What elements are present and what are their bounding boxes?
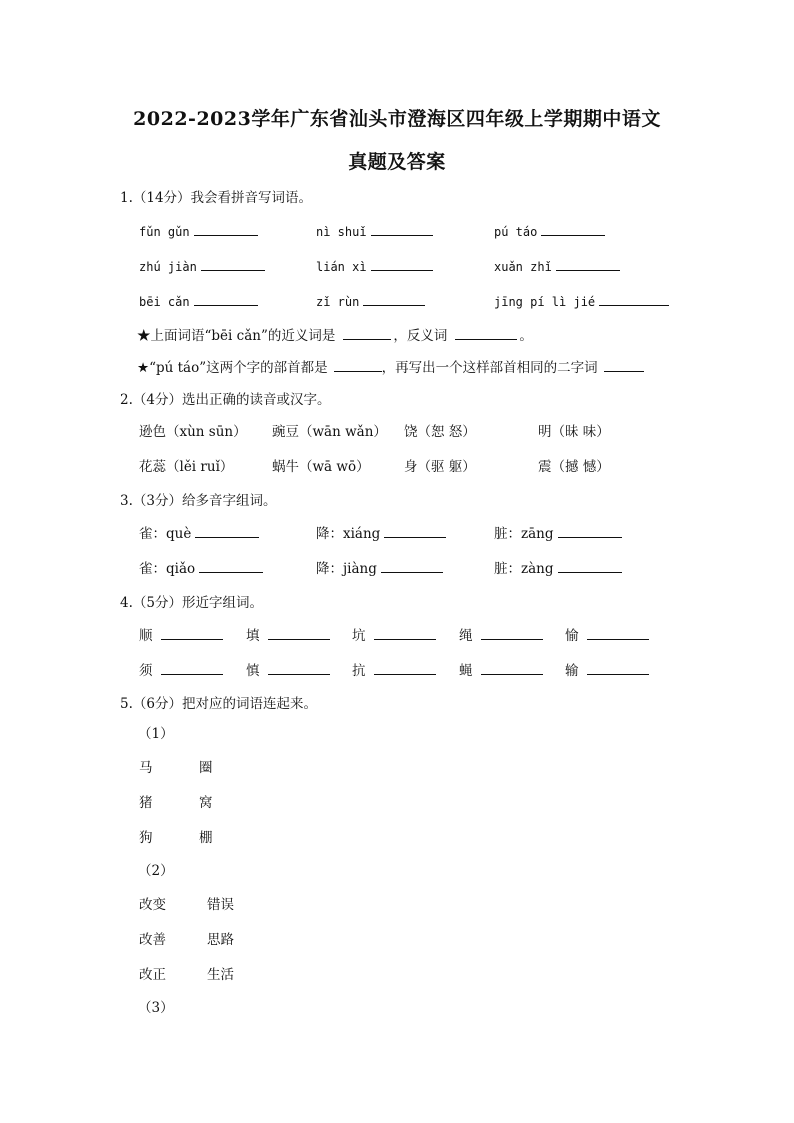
q3-item: 脏：zàng <box>494 557 622 577</box>
q5-part-label: （2） <box>138 863 174 879</box>
answer-blank[interactable] <box>556 257 620 271</box>
match-left[interactable]: 狗 <box>139 830 153 846</box>
q2-option: 花蕊（lěi ruǐ） <box>139 459 234 475</box>
q4-item: 填 <box>246 624 330 644</box>
q5-match-row <box>139 963 234 983</box>
answer-blank[interactable] <box>363 292 425 306</box>
q5-match-row <box>139 791 213 811</box>
q1-item <box>494 222 605 240</box>
pinyin: jīng pí lì jié <box>494 295 596 309</box>
q5-match-row <box>139 826 213 846</box>
answer-blank[interactable] <box>587 626 649 640</box>
q2-heading: 2.（4分）选出正确的读音或汉字。 <box>120 392 331 408</box>
answer-blank[interactable] <box>558 524 622 538</box>
q3-heading: 3.（3分）给多音字组词。 <box>120 493 277 509</box>
q2-option: 明（昧 味） <box>538 424 610 440</box>
q1-item <box>494 292 669 310</box>
pinyin: fǔn gǔn <box>139 225 190 239</box>
q3-item: 雀：qiǎo <box>139 557 263 577</box>
match-right[interactable]: 错误 <box>207 897 234 913</box>
answer-blank[interactable] <box>374 661 436 675</box>
answer-blank[interactable] <box>371 257 433 271</box>
q3-item: 脏：zāng <box>494 522 622 542</box>
q2-option: 身（驱 躯） <box>404 459 476 475</box>
match-left[interactable]: 马 <box>139 760 153 776</box>
match-left[interactable]: 改变 <box>139 897 166 913</box>
match-left[interactable]: 改善 <box>139 932 166 948</box>
answer-blank[interactable] <box>194 222 258 236</box>
answer-blank[interactable] <box>199 559 263 573</box>
answer-blank[interactable] <box>384 524 446 538</box>
q1-item <box>139 222 258 240</box>
match-right[interactable]: 窝 <box>199 795 213 811</box>
answer-blank[interactable] <box>194 292 258 306</box>
pinyin: zhú jiàn <box>139 260 197 274</box>
q5-part-label: （3） <box>138 1000 174 1016</box>
match-right[interactable]: 圈 <box>199 760 213 776</box>
q1-star-question-1: ★上面词语“bēi cǎn”的近义词是 ，反义词 。 <box>137 328 533 344</box>
q4-item: 愉 <box>565 624 649 644</box>
q1-item <box>139 257 265 275</box>
answer-blank[interactable] <box>334 358 382 372</box>
document-title-line2: 真题及答案 <box>348 151 446 173</box>
q4-item: 输 <box>565 659 649 679</box>
q1-item <box>316 292 425 310</box>
q5-part-label: （1） <box>138 726 174 742</box>
q3-item: 雀：què <box>139 522 259 542</box>
q4-heading: 4.（5分）形近字组词。 <box>120 595 263 611</box>
pinyin: bēi cǎn <box>139 295 190 309</box>
q1-heading: 1.（14分）我会看拼音写词语。 <box>120 190 313 206</box>
answer-blank[interactable] <box>268 626 330 640</box>
pinyin: nì shuǐ <box>316 225 367 239</box>
match-right[interactable]: 棚 <box>199 830 213 846</box>
pinyin: pú táo <box>494 225 538 239</box>
answer-blank[interactable] <box>481 661 543 675</box>
answer-blank[interactable] <box>374 626 436 640</box>
answer-blank[interactable] <box>587 661 649 675</box>
answer-blank[interactable] <box>481 626 543 640</box>
answer-blank[interactable] <box>455 326 517 340</box>
q5-match-row <box>139 928 234 948</box>
answer-blank[interactable] <box>604 358 644 372</box>
answer-blank[interactable] <box>381 559 443 573</box>
q2-option: 逊色（xùn sūn） <box>139 424 247 440</box>
match-right[interactable]: 生活 <box>207 967 234 983</box>
q5-heading: 5.（6分）把对应的词语连起来。 <box>120 696 317 712</box>
q5-match-row <box>139 756 213 776</box>
q2-option: 豌豆（wān wǎn） <box>272 424 387 440</box>
answer-blank[interactable] <box>599 292 669 306</box>
q4-item: 须 <box>139 659 223 679</box>
q1-item <box>139 292 258 310</box>
pinyin: lián xì <box>316 260 367 274</box>
q1-item <box>316 257 433 275</box>
q4-item: 坑 <box>352 624 436 644</box>
answer-blank[interactable] <box>161 626 223 640</box>
q5-match-row <box>139 893 234 913</box>
q4-item: 慎 <box>246 659 330 679</box>
match-right[interactable]: 思路 <box>207 932 234 948</box>
q4-item: 抗 <box>352 659 436 679</box>
q3-item: 降：jiàng <box>316 557 443 577</box>
pinyin: zǐ rùn <box>316 295 360 309</box>
q1-item <box>316 222 433 240</box>
answer-blank[interactable] <box>558 559 622 573</box>
q1-item <box>494 257 620 275</box>
answer-blank[interactable] <box>343 326 391 340</box>
answer-blank[interactable] <box>268 661 330 675</box>
document-title-line1: 2022-2023学年广东省汕头市澄海区四年级上学期期中语文 <box>133 108 661 130</box>
answer-blank[interactable] <box>195 524 259 538</box>
answer-blank[interactable] <box>201 257 265 271</box>
q4-item: 蝇 <box>459 659 543 679</box>
q3-item: 降：xiáng <box>316 522 446 542</box>
answer-blank[interactable] <box>161 661 223 675</box>
q2-option: 蜗牛（wā wō） <box>272 459 370 475</box>
q1-star-question-2: ★“pú táo”这两个字的部首都是 ，再写出一个这样部首相同的二字词 <box>137 356 644 376</box>
answer-blank[interactable] <box>541 222 605 236</box>
answer-blank[interactable] <box>371 222 433 236</box>
match-left[interactable]: 猪 <box>139 795 153 811</box>
pinyin: xuǎn zhǐ <box>494 260 552 274</box>
match-left[interactable]: 改正 <box>139 967 166 983</box>
q2-option: 饶（恕 怒） <box>404 424 476 440</box>
q4-item: 顺 <box>139 624 223 644</box>
q4-item: 绳 <box>459 624 543 644</box>
q2-option: 震（撼 憾） <box>538 459 610 475</box>
